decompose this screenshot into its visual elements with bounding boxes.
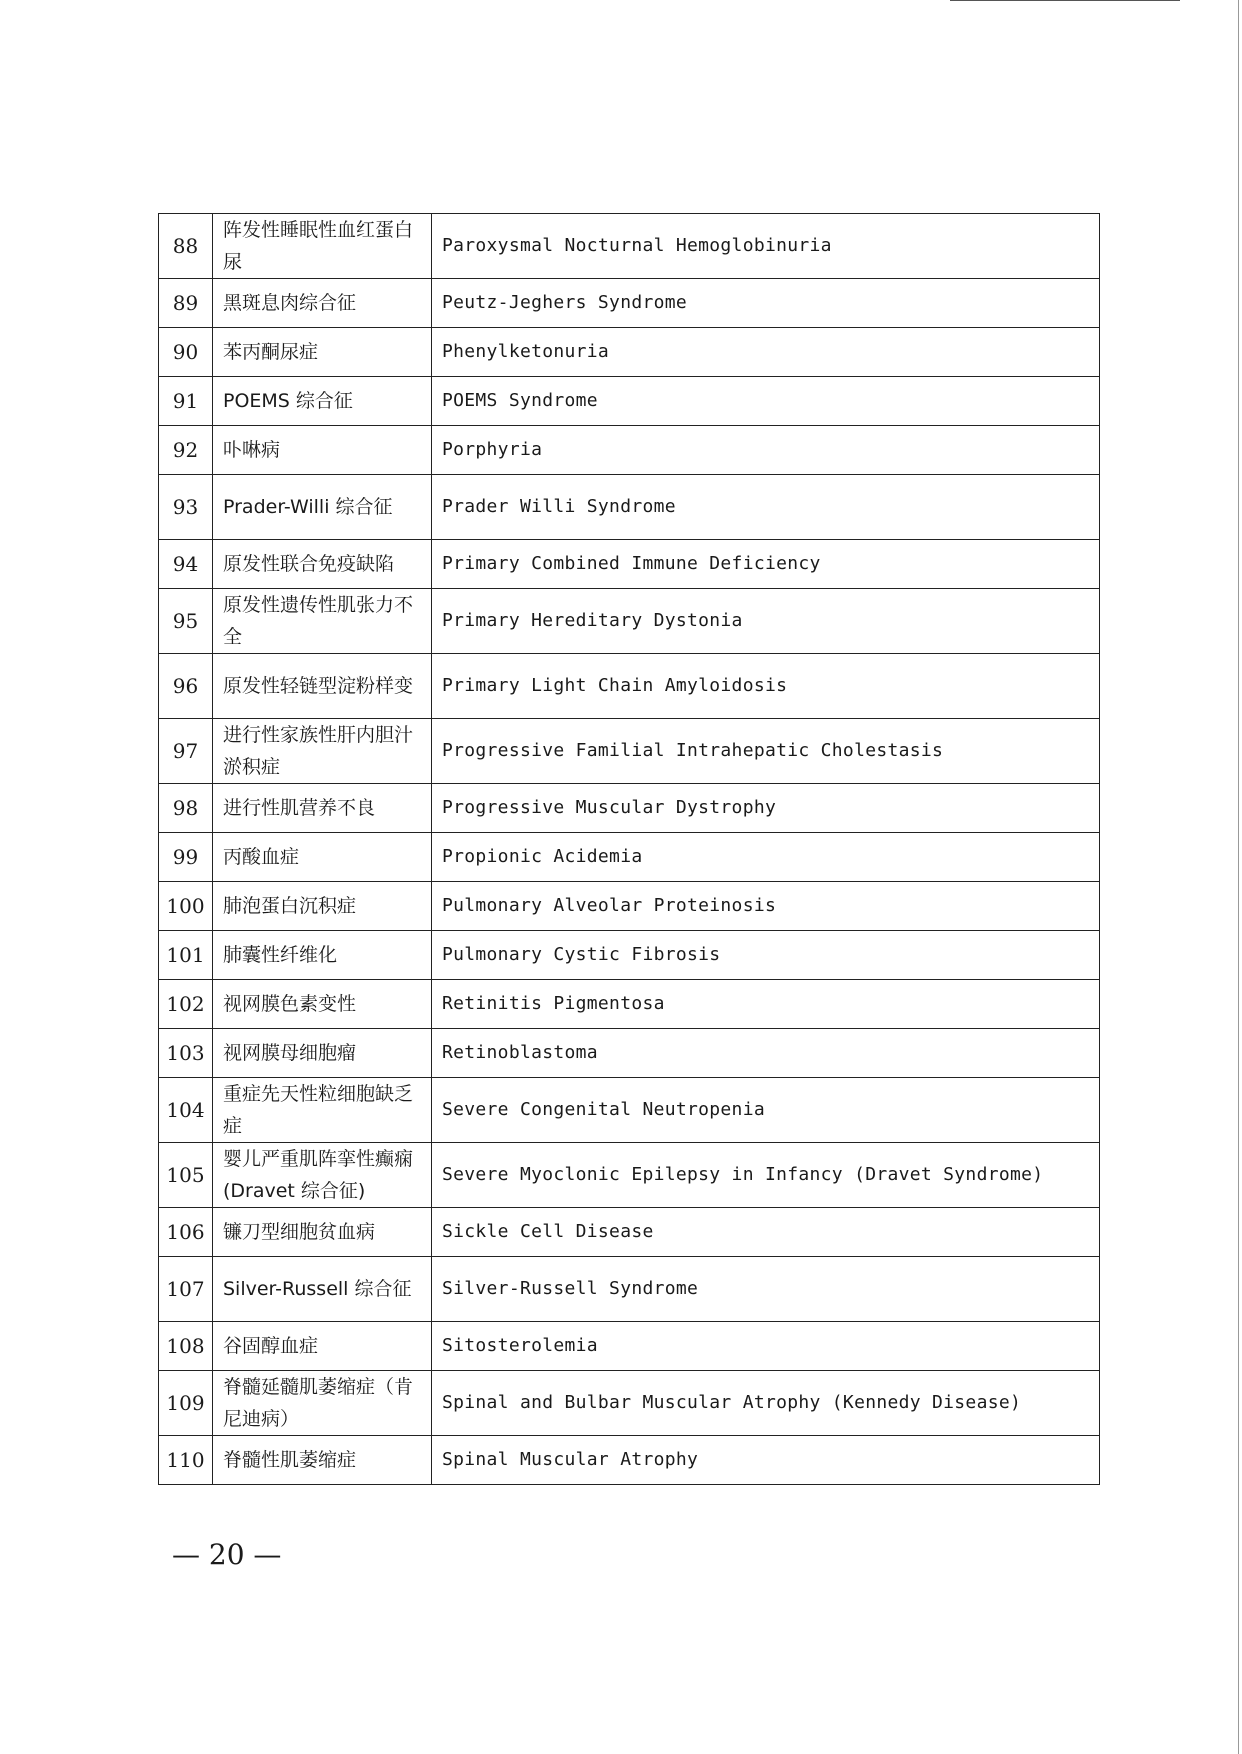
row-number: 95 <box>159 589 213 654</box>
english-name: Pulmonary Cystic Fibrosis <box>432 931 1100 980</box>
chinese-name: 视网膜色素变性 <box>213 980 432 1029</box>
table-row <box>159 589 1100 654</box>
english-name: Severe Congenital Neutropenia <box>432 1078 1100 1143</box>
english-name: Paroxysmal Nocturnal Hemoglobinuria <box>432 214 1100 279</box>
english-name: Primary Light Chain Amyloidosis <box>432 654 1100 719</box>
english-name: Progressive Familial Intrahepatic Cholestasis <box>432 719 1100 784</box>
row-number: 92 <box>159 426 213 475</box>
row-number: 110 <box>159 1436 213 1485</box>
chinese-name: 脊髓延髓肌萎缩症（肯尼迪病） <box>213 1371 432 1436</box>
english-name: Progressive Muscular Dystrophy <box>432 784 1100 833</box>
english-name: POEMS Syndrome <box>432 377 1100 426</box>
english-name: Peutz-Jeghers Syndrome <box>432 279 1100 328</box>
scan-edge-top <box>950 0 1180 1</box>
table-row <box>159 1029 1100 1078</box>
chinese-name: 苯丙酮尿症 <box>213 328 432 377</box>
english-name: Porphyria <box>432 426 1100 475</box>
table-row <box>159 654 1100 719</box>
row-number: 101 <box>159 931 213 980</box>
table-row <box>159 1078 1100 1143</box>
row-number: 91 <box>159 377 213 426</box>
chinese-name: 原发性遗传性肌张力不全 <box>213 589 432 654</box>
english-name: Primary Hereditary Dystonia <box>432 589 1100 654</box>
chinese-name: 丙酸血症 <box>213 833 432 882</box>
english-name: Sickle Cell Disease <box>432 1208 1100 1257</box>
english-name: Pulmonary Alveolar Proteinosis <box>432 882 1100 931</box>
table-row <box>159 328 1100 377</box>
table-row <box>159 1322 1100 1371</box>
row-number: 88 <box>159 214 213 279</box>
chinese-name: 黑斑息肉综合征 <box>213 279 432 328</box>
row-number: 96 <box>159 654 213 719</box>
table-row <box>159 1257 1100 1322</box>
scan-edge-right <box>1238 0 1239 1754</box>
table-row <box>159 1436 1100 1485</box>
table-row <box>159 1371 1100 1436</box>
english-name: Phenylketonuria <box>432 328 1100 377</box>
english-name: Retinoblastoma <box>432 1029 1100 1078</box>
row-number: 98 <box>159 784 213 833</box>
row-number: 107 <box>159 1257 213 1322</box>
chinese-name: 视网膜母细胞瘤 <box>213 1029 432 1078</box>
row-number: 102 <box>159 980 213 1029</box>
chinese-name: 原发性轻链型淀粉样变 <box>213 654 432 719</box>
chinese-name: 镰刀型细胞贫血病 <box>213 1208 432 1257</box>
row-number: 94 <box>159 540 213 589</box>
row-number: 99 <box>159 833 213 882</box>
table-row <box>159 784 1100 833</box>
chinese-name: 卟啉病 <box>213 426 432 475</box>
english-name: Severe Myoclonic Epilepsy in Infancy (Dravet Syndrome) <box>432 1143 1100 1208</box>
row-number: 90 <box>159 328 213 377</box>
table-row <box>159 980 1100 1029</box>
row-number: 93 <box>159 475 213 540</box>
english-name: Propionic Acidemia <box>432 833 1100 882</box>
english-name: Retinitis Pigmentosa <box>432 980 1100 1029</box>
english-name: Primary Combined Immune Deficiency <box>432 540 1100 589</box>
table-row <box>159 214 1100 279</box>
row-number: 104 <box>159 1078 213 1143</box>
chinese-name: Silver-Russell 综合征 <box>213 1257 432 1322</box>
chinese-name: 肺泡蛋白沉积症 <box>213 882 432 931</box>
table-row <box>159 475 1100 540</box>
row-number: 105 <box>159 1143 213 1208</box>
chinese-name: 阵发性睡眠性血红蛋白尿 <box>213 214 432 279</box>
chinese-name: 原发性联合免疫缺陷 <box>213 540 432 589</box>
chinese-name: 婴儿严重肌阵挛性癫痫(Dravet 综合征) <box>213 1143 432 1208</box>
chinese-name: 重症先天性粒细胞缺乏症 <box>213 1078 432 1143</box>
table-row <box>159 426 1100 475</box>
row-number: 89 <box>159 279 213 328</box>
table-row <box>159 377 1100 426</box>
table-row <box>159 1208 1100 1257</box>
chinese-name: POEMS 综合征 <box>213 377 432 426</box>
table-row <box>159 719 1100 784</box>
row-number: 100 <box>159 882 213 931</box>
table-row <box>159 833 1100 882</box>
rare-disease-table <box>158 213 1100 1485</box>
chinese-name: 脊髓性肌萎缩症 <box>213 1436 432 1485</box>
table-row <box>159 279 1100 328</box>
chinese-name: 进行性肌营养不良 <box>213 784 432 833</box>
row-number: 103 <box>159 1029 213 1078</box>
table-row <box>159 882 1100 931</box>
row-number: 109 <box>159 1371 213 1436</box>
english-name: Prader Willi Syndrome <box>432 475 1100 540</box>
english-name: Spinal and Bulbar Muscular Atrophy (Kennedy Disease) <box>432 1371 1100 1436</box>
table-row <box>159 540 1100 589</box>
row-number: 108 <box>159 1322 213 1371</box>
english-name: Sitosterolemia <box>432 1322 1100 1371</box>
table-row <box>159 1143 1100 1208</box>
chinese-name: Prader-Willi 综合征 <box>213 475 432 540</box>
table-body <box>159 214 1100 1485</box>
english-name: Spinal Muscular Atrophy <box>432 1436 1100 1485</box>
chinese-name: 谷固醇血症 <box>213 1322 432 1371</box>
english-name: Silver-Russell Syndrome <box>432 1257 1100 1322</box>
row-number: 106 <box>159 1208 213 1257</box>
table-row <box>159 931 1100 980</box>
chinese-name: 进行性家族性肝内胆汁淤积症 <box>213 719 432 784</box>
page-number: — 20 — <box>172 1538 282 1571</box>
chinese-name: 肺囊性纤维化 <box>213 931 432 980</box>
row-number: 97 <box>159 719 213 784</box>
